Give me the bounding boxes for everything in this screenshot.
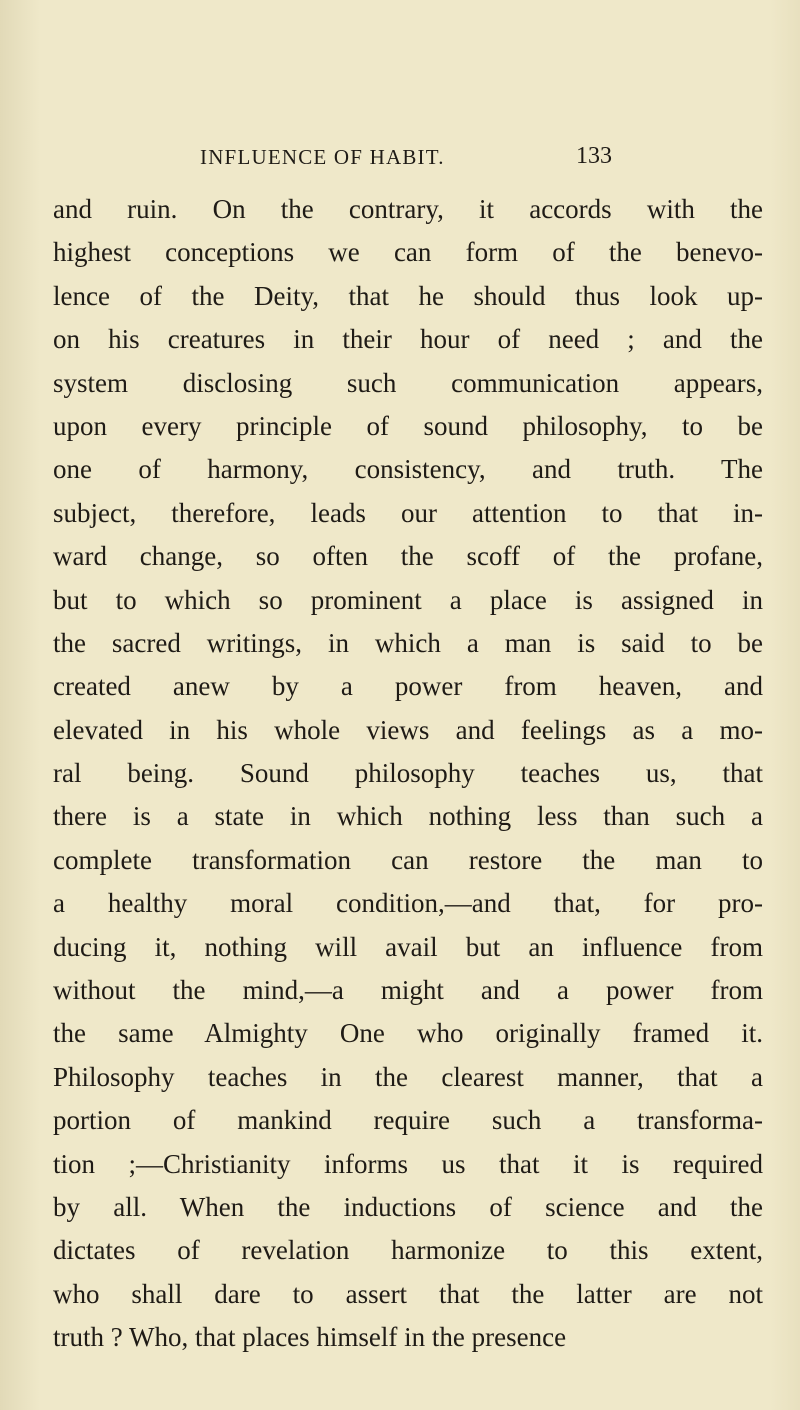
text-line: system disclosing such communication appears, bbox=[53, 367, 763, 398]
text-line: dictates of revelation harmonize to this extent, bbox=[53, 1235, 763, 1266]
text-line: elevated in his whole views and feelings as a mo- bbox=[53, 714, 763, 745]
text-line: but to which so prominent a place is assigned in bbox=[53, 584, 763, 615]
text-line: tion ;—Christianity informs us that it is required bbox=[53, 1148, 763, 1179]
text-line: highest conceptions we can form of the benevo- bbox=[53, 237, 763, 268]
text-line: one of harmony, consistency, and truth. The bbox=[53, 454, 763, 485]
text-line: lence of the Deity, that he should thus look up- bbox=[53, 280, 763, 311]
text-line: portion of mankind require such a transforma- bbox=[53, 1105, 763, 1136]
text-line: complete transformation can restore the man to bbox=[53, 844, 763, 875]
text-line: there is a state in which nothing less than such a bbox=[53, 801, 763, 832]
body-text bbox=[53, 188, 763, 1360]
text-line: on his creatures in their hour of need ; and the bbox=[53, 324, 763, 355]
text-line: Philosophy teaches in the clearest manner, that a bbox=[53, 1061, 763, 1092]
text-line: subject, therefore, leads our attention to that in- bbox=[53, 497, 763, 528]
text-line: created anew by a power from heaven, and bbox=[53, 671, 763, 702]
text-line: ducing it, nothing will avail but an influence from bbox=[53, 931, 763, 962]
text-line: upon every principle of sound philosophy, to be bbox=[53, 410, 763, 441]
text-line: who shall dare to assert that the latter are not bbox=[53, 1278, 763, 1309]
text-line: and ruin. On the contrary, it accords with the bbox=[53, 194, 763, 224]
running-title: INFLUENCE OF HABIT. bbox=[200, 145, 445, 169]
running-head bbox=[0, 145, 800, 175]
text-line: by all. When the inductions of science and the bbox=[53, 1191, 763, 1222]
text-line: truth ? Who, that places himself in the presence bbox=[53, 1322, 567, 1353]
text-line: the sacred writings, in which a man is said to be bbox=[53, 627, 763, 658]
page-number: 133 bbox=[576, 143, 612, 169]
text-line: without the mind,—a might and a power from bbox=[53, 975, 763, 1006]
text-line: a healthy moral condition,—and that, for pro- bbox=[53, 888, 763, 919]
text-line: the same Almighty One who originally framed it. bbox=[53, 1018, 763, 1049]
text-line: ward change, so often the scoff of the profane, bbox=[53, 541, 763, 572]
text-line: ral being. Sound philosophy teaches us, that bbox=[53, 758, 763, 789]
